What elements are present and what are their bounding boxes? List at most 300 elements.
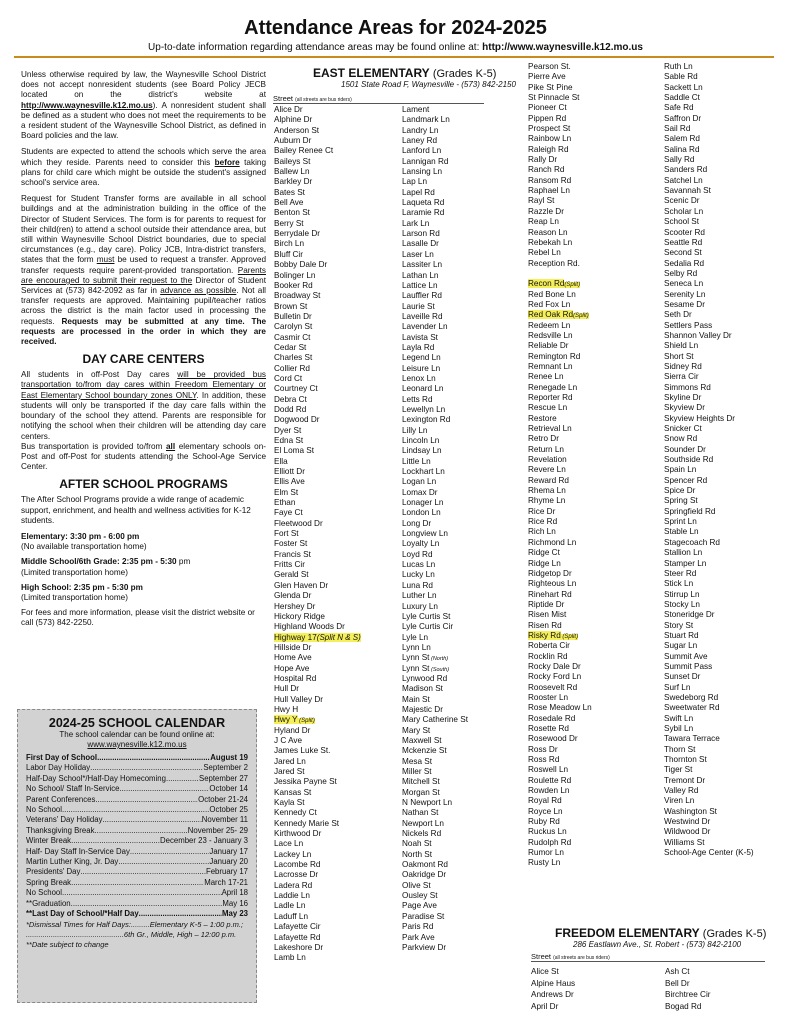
street-item: Oakridge Dr: [402, 870, 447, 880]
subtitle-text: Up-to-date information regarding attendance areas may be found online at:: [148, 42, 480, 53]
street-item: Salem Rd: [664, 134, 700, 144]
street-item: Main St: [402, 694, 430, 704]
street-item: Retrieval Ln: [528, 424, 572, 434]
street-item: Sweetwater Rd: [664, 703, 720, 713]
street-item: Sail Rd: [664, 124, 691, 134]
street-item: Stick Ln: [664, 579, 694, 589]
street-item: Lauffler Rd: [402, 291, 442, 301]
calendar-subtitle: The school calendar can be found online at:: [59, 730, 215, 739]
street-item: Casmir Ct: [274, 332, 311, 342]
street-item: Lexington Rd: [402, 415, 451, 425]
street-item: Sable Rd: [664, 72, 698, 82]
street-item: Ballew Ln: [274, 167, 310, 177]
east-grades: (Grades K-5): [432, 68, 497, 80]
street-item: Lewellyn Ln: [402, 404, 446, 414]
street-item: Lucas Ln: [402, 560, 436, 570]
street-item: Rose Meadow Ln: [528, 703, 592, 713]
freedom-street-header: Street (all streets are bus riders): [531, 952, 765, 962]
east-streets-col-4: [664, 62, 754, 858]
street-item: Shannon Valley Dr: [664, 330, 732, 340]
street-item: Hope Ave: [274, 663, 310, 673]
street-item: Berry St: [274, 218, 304, 228]
calendar-url-link[interactable]: www.waynesville.k12.mo.us: [87, 740, 187, 749]
street-item: Noah St: [402, 839, 432, 849]
street-item: Hyland Dr: [274, 725, 311, 735]
freedom-streets-col-2: [665, 966, 711, 1012]
street-item: Sybil Ln: [664, 724, 694, 733]
street-item: Laduff Ln: [274, 911, 308, 921]
street-item: Oakmont Rd: [402, 860, 448, 870]
street-item: Salina Rd: [664, 144, 700, 154]
street-item: Stirrup Ln: [664, 589, 700, 599]
street-item: Renee Ln: [528, 372, 564, 382]
street-item: El Loma St: [274, 446, 315, 456]
street-item: Barkley Dr: [274, 177, 313, 187]
page-title: Attendance Areas for 2024-2025: [244, 17, 547, 39]
street-item: Luxury Ln: [402, 601, 438, 611]
street-item: Longview Ln: [402, 529, 448, 539]
page-subtitle: [0, 42, 791, 53]
street-item: Rhema Ln: [528, 486, 566, 496]
policy-link[interactable]: http://www.waynesville.k12.mo.us: [21, 100, 153, 110]
street-item: Francis St: [274, 549, 311, 559]
street-item: Sedalia Rd: [664, 258, 705, 268]
street-item: Rowden Ln: [528, 786, 570, 796]
street-item: Bogad Rd: [665, 1001, 702, 1011]
street-item: Kayla St: [274, 798, 305, 808]
program-high: High School: 2:35 pm - 5:30 pm (Limited transportation home): [21, 582, 143, 602]
freedom-elementary-header: [555, 926, 766, 949]
nonresident-paragraph: Unless otherwise required by law, the Waynesville School District does not accept nonresident students (see Board Policy JECB located on the district's website at http://www.waynesville.k12.mo.us). A nonresident student shall be defined as a student who does not meet the requirements to be a resident student of the Waynesville School District, as defined in Board policies and the law.: [21, 70, 266, 141]
street-item: Lynn St (North): [402, 653, 449, 663]
street-item: Bell Ave: [274, 198, 304, 208]
street-item: Charles St: [274, 353, 313, 363]
street-item: Lyle Ln: [402, 632, 429, 642]
street-item: Lindsay Ln: [402, 446, 442, 456]
street-item: Ladle Ln: [274, 901, 306, 911]
street-item: Lannigan Rd: [402, 156, 449, 166]
street-item: Rooster Ln: [528, 692, 569, 702]
street-item: Lyle Curtis Cir: [402, 622, 454, 632]
street-item: Lansing Ln: [402, 167, 443, 177]
street-item: Ruth Ln: [664, 62, 693, 71]
street-item: Lucky Ln: [402, 570, 435, 580]
street-item: Righteous Ln: [528, 579, 577, 589]
street-item: Ranch Rd: [528, 165, 565, 175]
street-item: Paris Rd: [402, 922, 434, 932]
street-item: Hershey Dr: [274, 601, 316, 611]
street-item: Richmond Ln: [528, 537, 577, 547]
street-item: Cedar St: [274, 342, 307, 352]
street-item: Glenda Dr: [274, 591, 312, 601]
street-item: Prospect St: [528, 124, 571, 134]
street-item: Letts Rd: [402, 394, 433, 404]
street-item: Laddie Ln: [274, 891, 310, 901]
header-rule: [14, 56, 774, 58]
street-item: Lafayette Cir: [274, 922, 321, 932]
street-item: Berrydale Dr: [274, 229, 320, 239]
street-item: Alpine Haus: [531, 978, 576, 988]
street-item: Thornton St: [664, 755, 707, 765]
street-item: Lincoln Ln: [402, 436, 440, 445]
street-item: Ellis Ave: [274, 477, 305, 487]
street-item: Nickels Rd: [402, 829, 442, 839]
street-item: Saffron Dr: [664, 113, 702, 123]
street-item: Birchtree Cir: [665, 990, 711, 999]
street-item: Broadway St: [274, 291, 321, 301]
street-item: Pierre Ave: [528, 72, 566, 82]
street-item: Ruby Rd: [528, 817, 560, 827]
program-middle: Middle School/6th Grade: 2:35 pm - 5:30 pm (Limited transportation home): [21, 557, 191, 577]
street-item: Alphine Dr: [274, 115, 313, 125]
street-item: Reap Ln: [528, 217, 559, 227]
calendar-title: 2024-25 SCHOOL CALENDAR: [48, 716, 226, 730]
street-item: Kennedy Marie St: [274, 818, 340, 828]
street-item: Nathan St: [402, 808, 439, 818]
street-item: Lenox Ln: [402, 373, 436, 383]
street-item: Wildwood Dr: [664, 827, 711, 837]
street-item: Hwy Y (Split): [274, 715, 315, 725]
freedom-address: 286 Eastlawn Ave., St. Robert - (573) 842-2100: [573, 940, 742, 949]
street-item: Swedeborg Rd: [664, 692, 719, 702]
street-item: Sally Rd: [664, 155, 695, 165]
fees-paragraph: For fees and more information, please visit the district website or call (573) 842-2250.: [21, 608, 255, 628]
street-item: Dyer St: [274, 425, 302, 435]
calendar-row: Labor Day Holiday ..... September 2: [18, 763, 256, 773]
street-item: April Dr: [531, 1001, 559, 1011]
street-item: Dodd Rd: [274, 404, 307, 414]
street-item: Hull Dr: [274, 684, 300, 694]
street-item: Serenity Ln: [664, 289, 706, 299]
calendar-note-dismissal-2: ...............................................6th Gr., Middle, High – 12:00 p.m.: [26, 929, 237, 939]
street-item: Laveille Rd: [402, 311, 443, 321]
street-item: Rinehart Rd: [528, 589, 572, 599]
street-item: Skyline Dr: [664, 393, 702, 402]
street-item: Anderson St: [274, 125, 320, 135]
street-item: Fritts Cir: [274, 560, 305, 570]
street-item: Laney Rd: [402, 136, 438, 146]
street-item: Stocky Ln: [664, 599, 700, 609]
street-item: Stable Ln: [664, 527, 699, 537]
street-item: Ousley St: [402, 891, 438, 901]
street-item: Riptide Dr: [528, 599, 565, 609]
street-item: Luna Rd: [402, 580, 433, 590]
street-item: Layla Rd: [402, 342, 435, 352]
street-item: Ridgetop Dr: [528, 568, 572, 578]
street-item: Second St: [664, 248, 702, 258]
street-item: Stagecoach Rd: [664, 537, 720, 547]
street-item: Risky Rd (Split): [528, 630, 579, 640]
street-item: Raleigh Rd: [528, 144, 569, 154]
street-item: Rescue Ln: [528, 403, 568, 413]
street-item: Lafayette Rd: [274, 932, 321, 942]
school-calendar-box: [17, 709, 257, 1003]
street-item: Newport Ln: [402, 818, 444, 828]
street-item: Bobby Dale Dr: [274, 260, 328, 270]
street-item: Bailey Renee Ct: [274, 146, 334, 156]
street-item: Brown St: [274, 301, 308, 311]
street-item: Sesame Dr: [664, 299, 705, 309]
street-item: [528, 269, 592, 279]
street-item: Sprint Ln: [664, 517, 697, 527]
street-item: Lacombe Rd: [274, 860, 321, 870]
calendar-row: Parent Conferences ..... October 21-24: [18, 795, 256, 805]
street-item: Landry Ln: [402, 125, 439, 135]
street-item: Rebel Ln: [528, 248, 561, 258]
east-streets-col-1: [274, 105, 361, 964]
street-item: Kennedy Ct: [274, 808, 317, 818]
street-item: Hull Valley Dr: [274, 694, 323, 704]
street-item: School St: [664, 217, 700, 227]
street-item: Tiger St: [664, 765, 693, 775]
street-item: Royce Ln: [528, 806, 563, 816]
street-item: Lackey Ln: [274, 849, 312, 859]
street-item: Remington Rd: [528, 351, 581, 361]
street-item: Mitchell St: [402, 777, 440, 787]
calendar-row: Spring Break ..... March 17-21: [18, 878, 256, 888]
street-item: Home Ave: [274, 653, 312, 663]
calendar-row: Martin Luther King, Jr. Day ..... January 20: [18, 857, 256, 867]
street-item: Hillside Dr: [274, 642, 312, 652]
street-item: Selby Rd: [664, 268, 698, 278]
street-item: Story St: [664, 620, 694, 630]
street-item: J C Ave: [274, 735, 303, 745]
street-item: Spring St: [664, 496, 698, 506]
street-item: Rosedale Rd: [528, 713, 576, 723]
street-item: Pearson St.: [528, 62, 571, 71]
street-item: Sugar Ln: [664, 641, 698, 651]
street-item: Alice Dr: [274, 105, 303, 114]
street-item: Scooter Rd: [664, 227, 705, 237]
street-item: Elm St: [274, 487, 299, 497]
freedom-grades: (Grades K-5): [702, 928, 767, 940]
street-item: Ash Ct: [665, 967, 690, 976]
street-item: Ridge Ct: [528, 548, 560, 558]
street-item: Foster St: [274, 539, 308, 549]
street-item: Loyalty Ln: [402, 539, 440, 549]
street-item: Lomax Dr: [402, 487, 438, 497]
after-school-paragraph: The After School Programs provide a wide range of academic support, enrichment, and health and wellness activities for K-12 students.: [21, 495, 251, 525]
street-item: Mckenzie St: [402, 746, 447, 756]
street-item: Lament: [402, 105, 430, 114]
east-street-header: Street (all streets are bus riders): [273, 94, 484, 104]
street-item: Cord Ct: [274, 373, 303, 383]
street-item: Courtney Ct: [274, 384, 318, 394]
street-item: Red Fox Ln: [528, 299, 571, 309]
street-item: Risen Rd: [528, 620, 562, 630]
street-item: Reporter Rd: [528, 393, 573, 402]
street-item: N Newport Ln: [402, 798, 453, 808]
street-item: Bluff Cir: [274, 249, 303, 259]
street-item: Viren Ln: [664, 796, 695, 806]
calendar-note-dismissal: *Dismissal Times for Half Days:.........Elementary K-5 – 1:00 p.m.;: [26, 919, 244, 929]
calendar-row: **Graduation ..... May 16: [18, 899, 256, 909]
info-column: [21, 70, 266, 635]
street-item: Collier Rd: [274, 363, 310, 373]
street-item: Recon Rd(Split): [528, 279, 581, 289]
street-item: Return Ln: [528, 444, 564, 454]
street-item: Westwind Dr: [664, 817, 711, 827]
street-item: Olive St: [402, 880, 431, 890]
street-item: Laser Ln: [402, 249, 434, 259]
street-item: Morgan St: [402, 787, 440, 797]
street-item: Lynn St (South): [402, 663, 450, 673]
street-item: Lap Ln: [402, 177, 428, 187]
street-item: Larson Rd: [402, 229, 440, 239]
street-item: Elliott Dr: [274, 467, 305, 477]
street-item: Benton St: [274, 208, 310, 218]
street-item: Seneca Ln: [664, 279, 704, 289]
street-item: Laqueta Rd: [402, 198, 445, 208]
freedom-streets-col-1: [531, 966, 575, 1012]
street-item: Scholar Ln: [664, 206, 704, 216]
street-item: Ethan: [274, 498, 296, 508]
street-item: Pike St Pine: [528, 82, 573, 92]
calendar-row: Veterans' Day Holiday ..... November 11: [18, 815, 256, 825]
street-item: Sackett Ln: [664, 82, 703, 92]
street-item: Roswell Ln: [528, 765, 569, 775]
street-item: Hwy H: [274, 704, 299, 714]
street-item: Safe Rd: [664, 103, 694, 113]
street-item: Lonager Ln: [402, 498, 444, 508]
street-item: Fleetwood Dr: [274, 518, 323, 528]
street-item: Red Oak Rd(Split): [528, 310, 589, 320]
street-item: Leonard Ln: [402, 384, 444, 394]
street-item: Rumor Ln: [528, 848, 564, 858]
street-item: Spice Dr: [664, 486, 696, 496]
street-item: Ella: [274, 456, 288, 466]
street-item: Maxwell St: [402, 735, 442, 745]
street-item: Williams St: [664, 837, 705, 847]
street-item: Parkview Dr: [402, 942, 447, 952]
street-item: Risen Mist: [528, 610, 567, 620]
street-item: London Ln: [402, 508, 441, 518]
street-item: Thorn St: [664, 744, 696, 754]
calendar-row: Presidents' Day ..... February 17: [18, 867, 256, 877]
district-url-link[interactable]: http://www.waynesville.k12.mo.us: [482, 42, 643, 53]
street-item: Lathan Ln: [402, 270, 439, 280]
street-item: Valley Rd: [664, 786, 699, 796]
calendar-row: **Last Day of School/*Half Day ..... May 23: [18, 909, 256, 919]
street-item: Kansas St: [274, 787, 312, 797]
street-item: Steer Rd: [664, 568, 697, 578]
street-item: Rudolph Rd: [528, 837, 572, 847]
street-item: Lockhart Ln: [402, 467, 445, 477]
street-item: Stuart Rd: [664, 630, 699, 640]
street-item: Rocky Dale Dr: [528, 661, 581, 671]
street-item: Edna St: [274, 436, 304, 445]
street-item: Laurie St: [402, 301, 435, 311]
street-item: Bell Dr: [665, 978, 690, 988]
street-item: Washington St: [664, 806, 717, 816]
daycare-heading: DAY CARE CENTERS: [82, 352, 205, 367]
street-item: Landmark Ln: [402, 115, 450, 125]
street-item: Kirthwood Dr: [274, 829, 322, 839]
street-item: James Luke St.: [274, 746, 331, 756]
street-item: St Pinnacle St: [528, 93, 580, 103]
street-item: Southside Rd: [664, 455, 714, 465]
street-item: Spencer Rd: [664, 475, 708, 485]
street-item: Laramie Rd: [402, 208, 445, 218]
street-item: Stamper Ln: [664, 558, 707, 568]
street-item: Stoneridge Dr: [664, 610, 715, 620]
street-item: Snicker Ct: [664, 424, 702, 434]
daycare-paragraph: All students in off-Post Day cares will be provided bus transportation to/from day cares within Freedom Elementary or East Elementary School boundary zones ONLY. In addition, these students will only be transported if the day care falls within the boundary of the school they attend. Parents are responsible for notifying the school when their children will be attending day care centers.: [21, 370, 266, 441]
street-item: Skyview Dr: [664, 403, 705, 413]
street-item: Summit Pass: [664, 661, 713, 671]
calendar-row: Winter Break ..... December 23 - January 3: [18, 836, 256, 846]
street-item: Lilly Ln: [402, 425, 428, 435]
street-item: Scenic Dr: [664, 196, 700, 206]
east-elementary-header: [313, 66, 516, 89]
street-item: Ross Rd: [528, 755, 560, 765]
street-item: Glen Haven Dr: [274, 580, 329, 590]
street-item: Rainbow Ln: [528, 134, 572, 144]
street-item: Fort St: [274, 529, 299, 539]
street-item: Stallion Ln: [664, 548, 703, 558]
street-item: Razzle Dr: [528, 206, 564, 216]
street-item: Ransom Rd: [528, 175, 572, 185]
street-item: Hickory Ridge: [274, 611, 325, 621]
street-item: Reward Rd: [528, 475, 569, 485]
street-item: Swift Ln: [664, 713, 694, 723]
street-item: Sanders Rd: [664, 165, 708, 175]
street-item: Mary Catherine St: [402, 715, 468, 725]
street-item: Birch Ln: [274, 239, 305, 249]
street-item: Logan Ln: [402, 477, 437, 487]
street-item: Lace Ln: [274, 839, 304, 849]
street-item: Rusty Ln: [528, 858, 561, 868]
street-item: Lark Ln: [402, 218, 430, 228]
street-item: Faye Ct: [274, 508, 303, 518]
street-item: Dogwood Dr: [274, 415, 320, 425]
bus-paragraph: Bus transportation is provided to/from all elementary schools on-Post and off-Post for students attending the School-Age Service Center.: [21, 441, 266, 472]
street-item: Ridge Ln: [528, 558, 561, 568]
street-item: Remnant Ln: [528, 361, 573, 371]
street-item: Sounder Dr: [664, 444, 706, 454]
street-item: Revelation: [528, 455, 567, 465]
street-item: Lanford Ln: [402, 146, 442, 156]
east-streets-col-3: [528, 62, 592, 869]
east-address: 1501 State Road F, Waynesville - (573) 842-2150: [341, 80, 516, 89]
street-item: Reliable Dr: [528, 341, 569, 351]
street-item: Lavender Ln: [402, 322, 448, 332]
street-item: Reason Ln: [528, 227, 568, 237]
street-item: Debra Ct: [274, 394, 307, 404]
street-item: Sidney Rd: [664, 361, 702, 371]
street-item: Little Ln: [402, 456, 431, 466]
street-item: Lyle Curtis St: [402, 611, 451, 621]
east-streets-col-2: [402, 105, 468, 953]
street-item: Andrews Dr: [531, 990, 574, 999]
street-item: Highland Woods Dr: [274, 622, 345, 632]
street-item: Short St: [664, 351, 694, 361]
street-item: Luther Ln: [402, 591, 437, 601]
street-item: Majestic Dr: [402, 704, 443, 714]
street-item: Rosette Rd: [528, 724, 569, 733]
freedom-title: FREEDOM ELEMENTARY: [555, 926, 700, 940]
street-item: Shield Ln: [664, 341, 699, 351]
street-item: Madison St: [402, 684, 443, 694]
street-item: Ross Dr: [528, 744, 558, 754]
east-title: EAST ELEMENTARY: [313, 66, 430, 80]
street-item: Sunset Dr: [664, 672, 701, 682]
street-item: Highway 17(Split N & S): [274, 632, 361, 642]
street-item: Jared St: [274, 767, 305, 776]
street-item: Roosevelt Rd: [528, 682, 578, 692]
calendar-row: Half-Day School*/Half-Day Homecoming ..... September 27: [18, 774, 256, 784]
calendar-row: No School ..... April 18: [18, 888, 256, 898]
